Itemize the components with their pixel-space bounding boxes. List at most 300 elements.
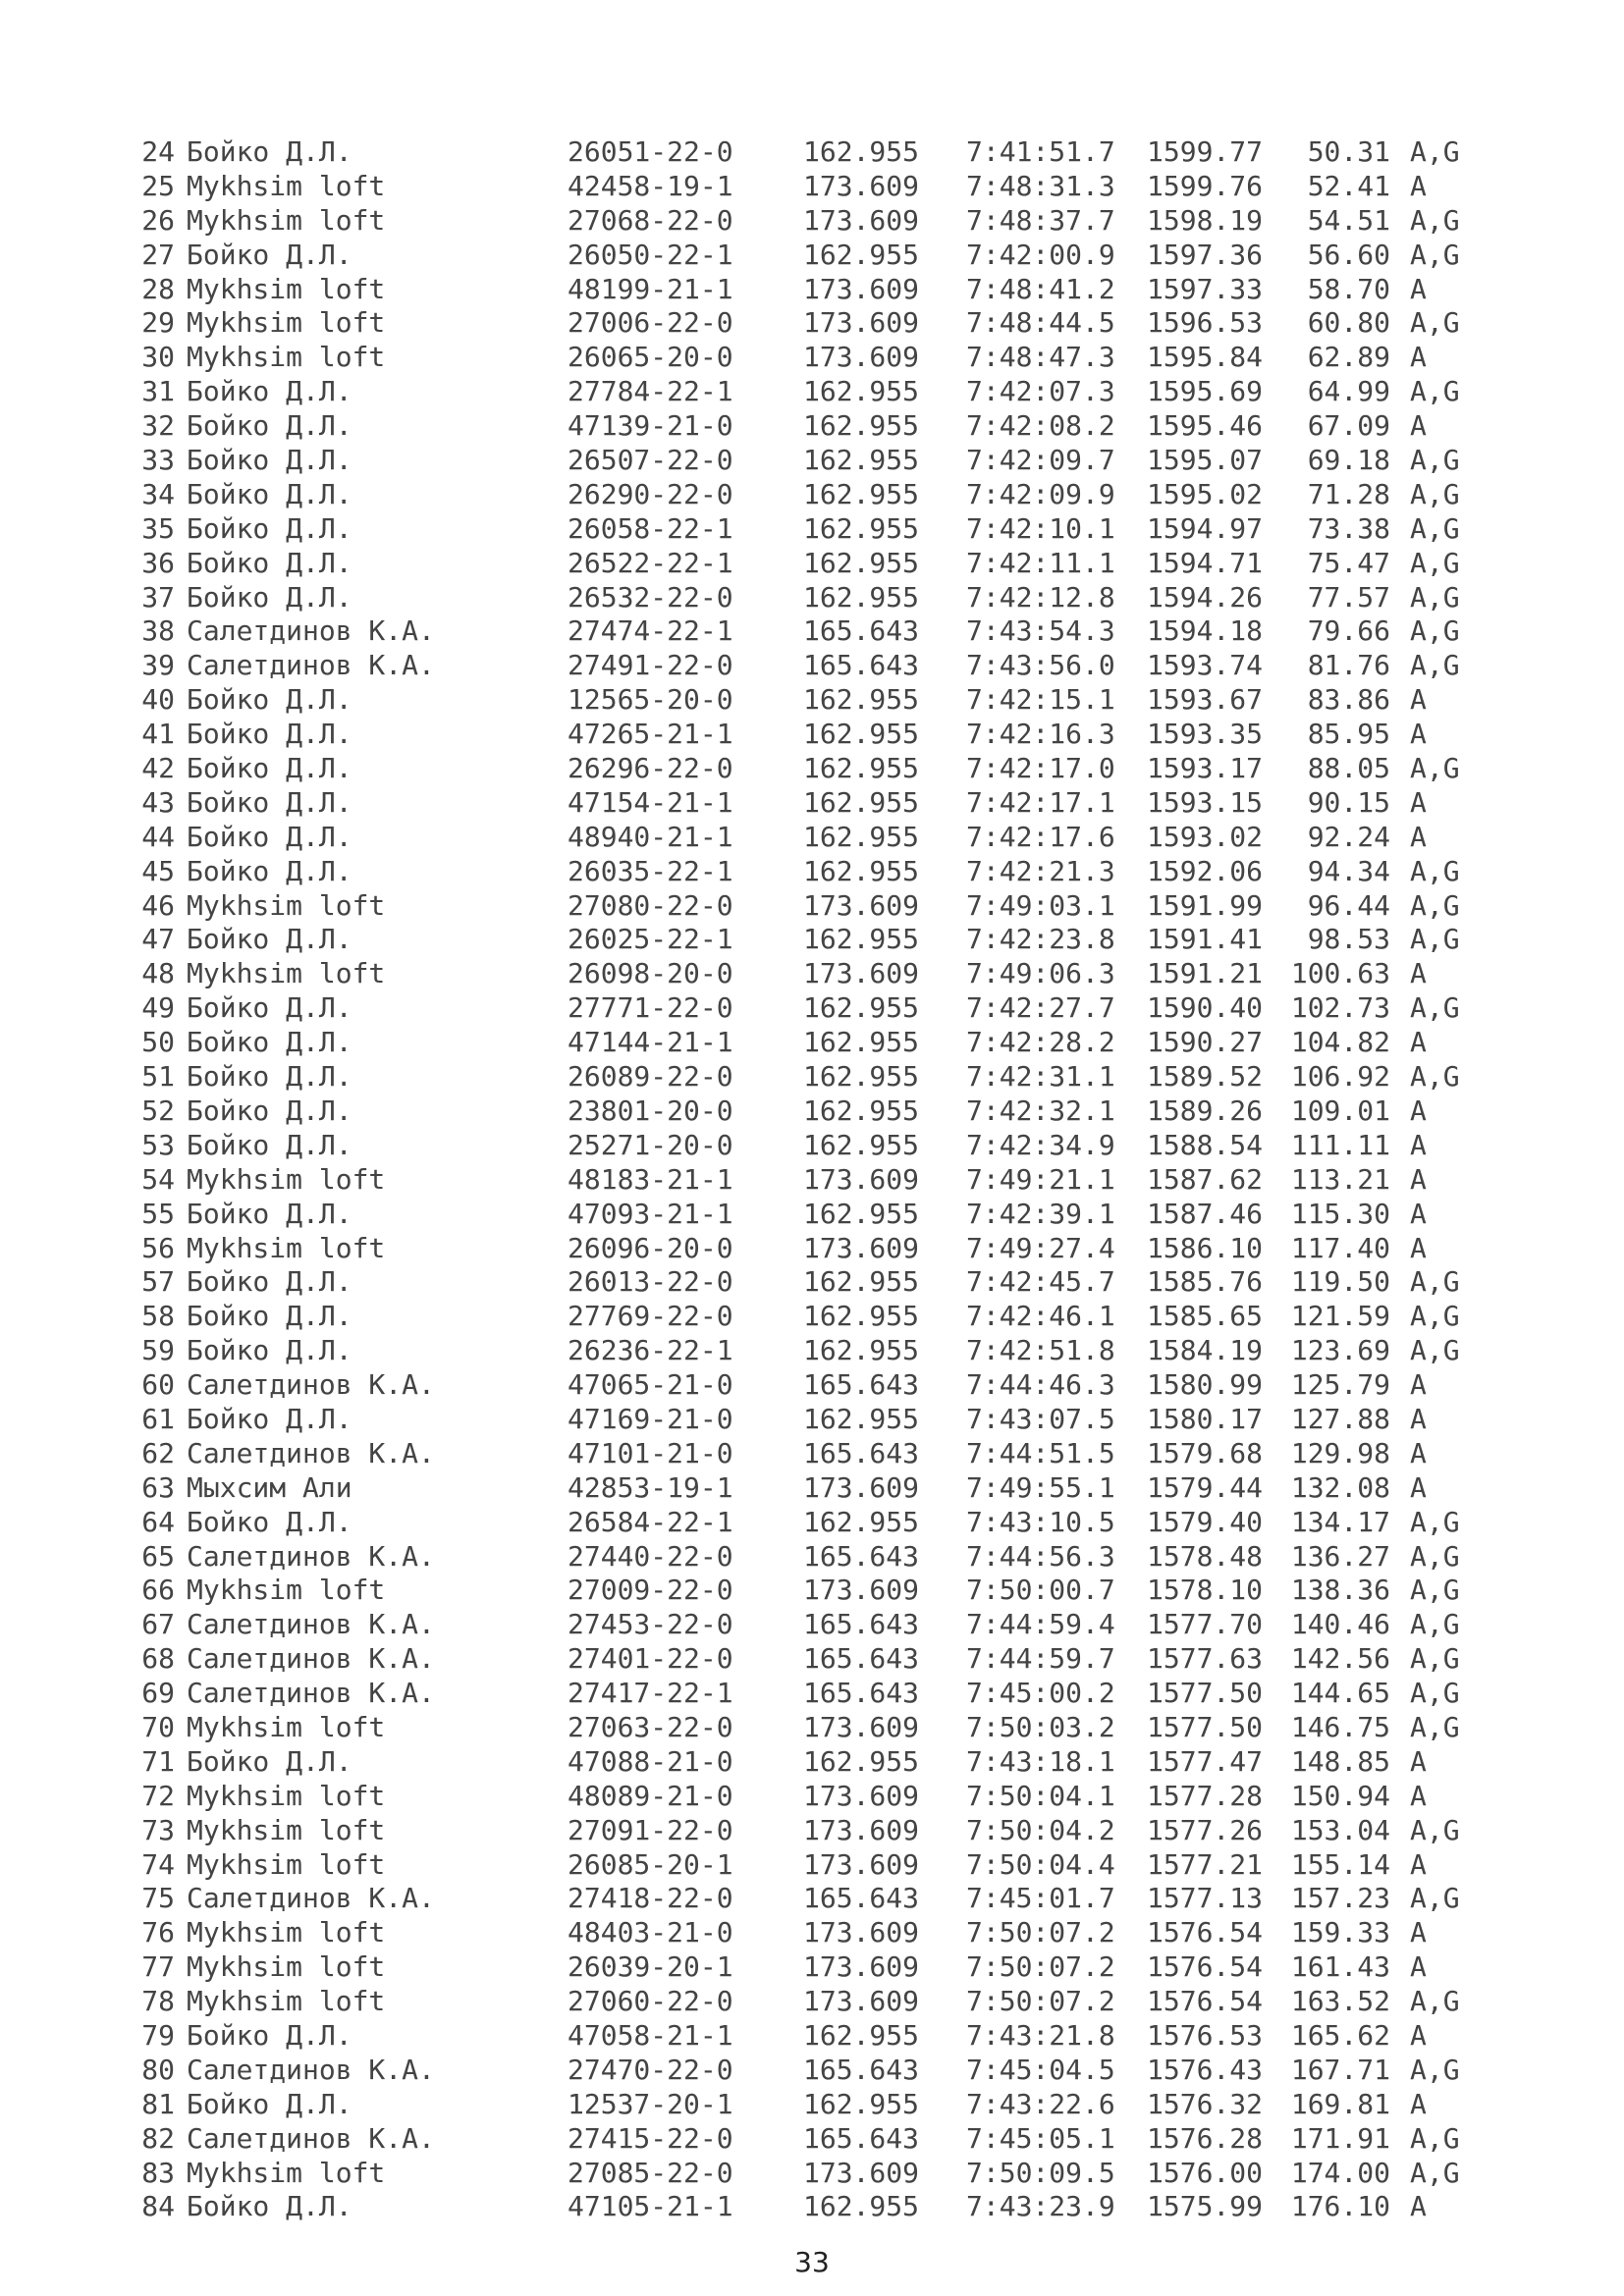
ring-number-cell: 27080-22-0 bbox=[568, 888, 733, 922]
fancier-name-cell: Бойко Д.Л. bbox=[187, 1197, 352, 1230]
points-cell: 60.80 bbox=[1307, 306, 1390, 340]
points-cell: 134.17 bbox=[1290, 1505, 1390, 1538]
speed-cell: 1579.44 bbox=[1147, 1470, 1264, 1504]
table-row bbox=[134, 2190, 1508, 2224]
points-cell: 125.79 bbox=[1290, 1368, 1390, 1402]
ring-number-cell: 48940-21-1 bbox=[568, 820, 733, 853]
arrival-time-cell: 7:42:11.1 bbox=[966, 546, 1115, 579]
ring-number-cell: 26236-22-1 bbox=[568, 1334, 733, 1367]
place-cell: 52 bbox=[141, 1094, 175, 1127]
points-cell: 77.57 bbox=[1307, 580, 1390, 614]
fancier-name-cell: Салетдинов К.А. bbox=[187, 1642, 435, 1676]
flags-cell: A,G bbox=[1410, 991, 1460, 1025]
arrival-time-cell: 7:48:41.2 bbox=[966, 272, 1115, 305]
points-cell: 155.14 bbox=[1290, 1847, 1390, 1881]
place-cell: 74 bbox=[141, 1847, 175, 1881]
arrival-time-cell: 7:42:07.3 bbox=[966, 375, 1115, 408]
distance-cell: 165.643 bbox=[803, 2053, 920, 2086]
points-cell: 102.73 bbox=[1290, 991, 1390, 1025]
flags-cell: A bbox=[1410, 1128, 1427, 1161]
ring-number-cell: 42458-19-1 bbox=[568, 169, 733, 202]
points-cell: 117.40 bbox=[1290, 1231, 1390, 1264]
ring-number-cell: 26290-22-0 bbox=[568, 477, 733, 510]
ring-number-cell: 27091-22-0 bbox=[568, 1813, 733, 1846]
distance-cell: 173.609 bbox=[803, 1574, 920, 1607]
ring-number-cell: 26089-22-0 bbox=[568, 1060, 733, 1094]
fancier-name-cell: Салетдинов К.А. bbox=[187, 649, 435, 682]
distance-cell: 173.609 bbox=[803, 1847, 920, 1881]
distance-cell: 162.955 bbox=[803, 135, 920, 168]
arrival-time-cell: 7:44:59.7 bbox=[966, 1642, 1115, 1676]
place-cell: 38 bbox=[141, 614, 175, 648]
table-row bbox=[134, 1368, 1508, 1403]
speed-cell: 1577.50 bbox=[1147, 1710, 1264, 1743]
arrival-time-cell: 7:42:17.6 bbox=[966, 820, 1115, 853]
arrival-time-cell: 7:48:47.3 bbox=[966, 341, 1115, 374]
distance-cell: 162.955 bbox=[803, 1300, 920, 1333]
flags-cell: A bbox=[1410, 1847, 1427, 1881]
ring-number-cell: 27060-22-0 bbox=[568, 1985, 733, 2018]
arrival-time-cell: 7:50:04.4 bbox=[966, 1847, 1115, 1881]
distance-cell: 162.955 bbox=[803, 923, 920, 956]
fancier-name-cell: Бойко Д.Л. bbox=[187, 1265, 352, 1299]
table-row bbox=[134, 1334, 1508, 1368]
distance-cell: 165.643 bbox=[803, 1882, 920, 1915]
flags-cell: A bbox=[1410, 1402, 1427, 1435]
table-row bbox=[134, 991, 1508, 1026]
points-cell: 157.23 bbox=[1290, 1882, 1390, 1915]
speed-cell: 1593.17 bbox=[1147, 752, 1264, 785]
flags-cell: A,G bbox=[1410, 2053, 1460, 2086]
arrival-time-cell: 7:42:34.9 bbox=[966, 1128, 1115, 1161]
flags-cell: A bbox=[1410, 1197, 1427, 1230]
place-cell: 78 bbox=[141, 1985, 175, 2018]
distance-cell: 162.955 bbox=[803, 991, 920, 1025]
table-row bbox=[134, 957, 1508, 991]
ring-number-cell: 27771-22-0 bbox=[568, 991, 733, 1025]
points-cell: 83.86 bbox=[1307, 683, 1390, 717]
fancier-name-cell: Бойко Д.Л. bbox=[187, 477, 352, 510]
table-row bbox=[134, 923, 1508, 957]
arrival-time-cell: 7:42:45.7 bbox=[966, 1265, 1115, 1299]
distance-cell: 162.955 bbox=[803, 477, 920, 510]
flags-cell: A bbox=[1410, 409, 1427, 443]
speed-cell: 1595.46 bbox=[1147, 409, 1264, 443]
distance-cell: 165.643 bbox=[803, 1642, 920, 1676]
fancier-name-cell: Mykhsim loft bbox=[187, 1916, 386, 1949]
place-cell: 60 bbox=[141, 1368, 175, 1402]
distance-cell: 173.609 bbox=[803, 1231, 920, 1264]
ring-number-cell: 26051-22-0 bbox=[568, 135, 733, 168]
table-row bbox=[134, 170, 1508, 204]
distance-cell: 162.955 bbox=[803, 1744, 920, 1778]
table-row bbox=[134, 718, 1508, 752]
flags-cell: A bbox=[1410, 2190, 1427, 2223]
points-cell: 54.51 bbox=[1307, 203, 1390, 237]
place-cell: 65 bbox=[141, 1539, 175, 1573]
arrival-time-cell: 7:45:04.5 bbox=[966, 2053, 1115, 2086]
arrival-time-cell: 7:44:59.4 bbox=[966, 1608, 1115, 1641]
place-cell: 30 bbox=[141, 341, 175, 374]
distance-cell: 162.955 bbox=[803, 375, 920, 408]
fancier-name-cell: Бойко Д.Л. bbox=[187, 923, 352, 956]
fancier-name-cell: Бойко Д.Л. bbox=[187, 2190, 352, 2223]
place-cell: 63 bbox=[141, 1470, 175, 1504]
fancier-name-cell: Бойко Д.Л. bbox=[187, 580, 352, 614]
place-cell: 71 bbox=[141, 1744, 175, 1778]
speed-cell: 1599.77 bbox=[1147, 135, 1264, 168]
ring-number-cell: 26507-22-0 bbox=[568, 444, 733, 477]
fancier-name-cell: Бойко Д.Л. bbox=[187, 820, 352, 853]
flags-cell: A,G bbox=[1410, 580, 1460, 614]
speed-cell: 1577.63 bbox=[1147, 1642, 1264, 1676]
ring-number-cell: 47265-21-1 bbox=[568, 718, 733, 751]
flags-cell: A bbox=[1410, 1094, 1427, 1127]
ring-number-cell: 48089-21-0 bbox=[568, 1779, 733, 1812]
speed-cell: 1591.41 bbox=[1147, 923, 1264, 956]
arrival-time-cell: 7:48:44.5 bbox=[966, 306, 1115, 340]
fancier-name-cell: Mykhsim loft bbox=[187, 306, 386, 340]
table-row bbox=[134, 1300, 1508, 1334]
points-cell: 62.89 bbox=[1307, 341, 1390, 374]
flags-cell: A bbox=[1410, 1916, 1427, 1949]
ring-number-cell: 27068-22-0 bbox=[568, 203, 733, 237]
distance-cell: 162.955 bbox=[803, 854, 920, 887]
fancier-name-cell: Mykhsim loft bbox=[187, 272, 386, 305]
distance-cell: 162.955 bbox=[803, 683, 920, 717]
fancier-name-cell: Салетдинов К.А. bbox=[187, 1436, 435, 1469]
points-cell: 113.21 bbox=[1290, 1162, 1390, 1196]
distance-cell: 162.955 bbox=[803, 1402, 920, 1435]
fancier-name-cell: Салетдинов К.А. bbox=[187, 1539, 435, 1573]
table-row bbox=[134, 1950, 1508, 1985]
place-cell: 81 bbox=[141, 2087, 175, 2120]
distance-cell: 162.955 bbox=[803, 785, 920, 819]
arrival-time-cell: 7:50:03.2 bbox=[966, 1710, 1115, 1743]
arrival-time-cell: 7:50:07.2 bbox=[966, 1985, 1115, 2018]
table-row bbox=[134, 1780, 1508, 1814]
speed-cell: 1577.47 bbox=[1147, 1744, 1264, 1778]
place-cell: 39 bbox=[141, 649, 175, 682]
speed-cell: 1577.28 bbox=[1147, 1779, 1264, 1812]
points-cell: 127.88 bbox=[1290, 1402, 1390, 1435]
ring-number-cell: 25271-20-0 bbox=[568, 1128, 733, 1161]
place-cell: 55 bbox=[141, 1197, 175, 1230]
arrival-time-cell: 7:42:17.1 bbox=[966, 785, 1115, 819]
points-cell: 163.52 bbox=[1290, 1985, 1390, 2018]
distance-cell: 162.955 bbox=[803, 546, 920, 579]
arrival-time-cell: 7:50:07.2 bbox=[966, 1916, 1115, 1949]
table-row bbox=[134, 1642, 1508, 1677]
table-row bbox=[134, 1403, 1508, 1437]
speed-cell: 1576.28 bbox=[1147, 2121, 1264, 2155]
place-cell: 34 bbox=[141, 477, 175, 510]
table-row bbox=[134, 752, 1508, 786]
ring-number-cell: 26039-20-1 bbox=[568, 1950, 733, 1984]
points-cell: 73.38 bbox=[1307, 511, 1390, 545]
place-cell: 31 bbox=[141, 375, 175, 408]
arrival-time-cell: 7:42:15.1 bbox=[966, 683, 1115, 717]
place-cell: 64 bbox=[141, 1505, 175, 1538]
speed-cell: 1592.06 bbox=[1147, 854, 1264, 887]
place-cell: 75 bbox=[141, 1882, 175, 1915]
points-cell: 174.00 bbox=[1290, 2156, 1390, 2189]
arrival-time-cell: 7:50:00.7 bbox=[966, 1574, 1115, 1607]
arrival-time-cell: 7:49:21.1 bbox=[966, 1162, 1115, 1196]
points-cell: 85.95 bbox=[1307, 718, 1390, 751]
flags-cell: A,G bbox=[1410, 546, 1460, 579]
fancier-name-cell: Mykhsim loft bbox=[187, 1813, 386, 1846]
arrival-time-cell: 7:42:31.1 bbox=[966, 1060, 1115, 1094]
points-cell: 58.70 bbox=[1307, 272, 1390, 305]
place-cell: 27 bbox=[141, 238, 175, 271]
fancier-name-cell: Бойко Д.Л. bbox=[187, 444, 352, 477]
speed-cell: 1591.21 bbox=[1147, 957, 1264, 990]
distance-cell: 162.955 bbox=[803, 752, 920, 785]
distance-cell: 162.955 bbox=[803, 511, 920, 545]
speed-cell: 1595.84 bbox=[1147, 341, 1264, 374]
ring-number-cell: 26050-22-1 bbox=[568, 238, 733, 271]
place-cell: 61 bbox=[141, 1402, 175, 1435]
table-row bbox=[134, 273, 1508, 307]
speed-cell: 1593.35 bbox=[1147, 718, 1264, 751]
speed-cell: 1578.48 bbox=[1147, 1539, 1264, 1573]
points-cell: 171.91 bbox=[1290, 2121, 1390, 2155]
points-cell: 176.10 bbox=[1290, 2190, 1390, 2223]
speed-cell: 1593.74 bbox=[1147, 649, 1264, 682]
table-row bbox=[134, 2054, 1508, 2088]
fancier-name-cell: Mykhsim loft bbox=[187, 341, 386, 374]
ring-number-cell: 27415-22-0 bbox=[568, 2121, 733, 2155]
arrival-time-cell: 7:50:04.1 bbox=[966, 1779, 1115, 1812]
place-cell: 44 bbox=[141, 820, 175, 853]
points-cell: 129.98 bbox=[1290, 1436, 1390, 1469]
place-cell: 25 bbox=[141, 169, 175, 202]
fancier-name-cell: Бойко Д.Л. bbox=[187, 1300, 352, 1333]
speed-cell: 1594.26 bbox=[1147, 580, 1264, 614]
table-row bbox=[134, 1232, 1508, 1266]
flags-cell: A bbox=[1410, 1162, 1427, 1196]
fancier-name-cell: Mykhsim loft bbox=[187, 203, 386, 237]
fancier-name-cell: Mykhsim loft bbox=[187, 2156, 386, 2189]
table-row bbox=[134, 1540, 1508, 1575]
arrival-time-cell: 7:42:51.8 bbox=[966, 1334, 1115, 1367]
place-cell: 26 bbox=[141, 203, 175, 237]
points-cell: 50.31 bbox=[1307, 135, 1390, 168]
place-cell: 24 bbox=[141, 135, 175, 168]
table-row bbox=[134, 135, 1508, 170]
place-cell: 70 bbox=[141, 1710, 175, 1743]
flags-cell: A,G bbox=[1410, 375, 1460, 408]
flags-cell: A bbox=[1410, 1026, 1427, 1059]
speed-cell: 1579.40 bbox=[1147, 1505, 1264, 1538]
flags-cell: A,G bbox=[1410, 203, 1460, 237]
distance-cell: 162.955 bbox=[803, 238, 920, 271]
table-row bbox=[134, 341, 1508, 375]
fancier-name-cell: Бойко Д.Л. bbox=[187, 854, 352, 887]
table-row bbox=[134, 444, 1508, 478]
distance-cell: 173.609 bbox=[803, 1779, 920, 1812]
arrival-time-cell: 7:45:00.2 bbox=[966, 1677, 1115, 1710]
arrival-time-cell: 7:42:27.7 bbox=[966, 991, 1115, 1025]
ring-number-cell: 27769-22-0 bbox=[568, 1300, 733, 1333]
place-cell: 68 bbox=[141, 1642, 175, 1676]
fancier-name-cell: Бойко Д.Л. bbox=[187, 1026, 352, 1059]
flags-cell: A bbox=[1410, 1368, 1427, 1402]
arrival-time-cell: 7:49:03.1 bbox=[966, 888, 1115, 922]
points-cell: 136.27 bbox=[1290, 1539, 1390, 1573]
arrival-time-cell: 7:43:56.0 bbox=[966, 649, 1115, 682]
speed-cell: 1595.02 bbox=[1147, 477, 1264, 510]
fancier-name-cell: Бойко Д.Л. bbox=[187, 409, 352, 443]
table-row bbox=[134, 306, 1508, 341]
arrival-time-cell: 7:50:04.2 bbox=[966, 1813, 1115, 1846]
points-cell: 56.60 bbox=[1307, 238, 1390, 271]
table-row bbox=[134, 1437, 1508, 1471]
fancier-name-cell: Бойко Д.Л. bbox=[187, 752, 352, 785]
distance-cell: 165.643 bbox=[803, 1608, 920, 1641]
arrival-time-cell: 7:42:09.7 bbox=[966, 444, 1115, 477]
fancier-name-cell: Mykhsim loft bbox=[187, 1950, 386, 1984]
speed-cell: 1575.99 bbox=[1147, 2190, 1264, 2223]
fancier-name-cell: Салетдинов К.А. bbox=[187, 2053, 435, 2086]
speed-cell: 1579.68 bbox=[1147, 1436, 1264, 1469]
table-row bbox=[134, 512, 1508, 547]
points-cell: 92.24 bbox=[1307, 820, 1390, 853]
table-row bbox=[134, 239, 1508, 273]
points-cell: 69.18 bbox=[1307, 444, 1390, 477]
place-cell: 37 bbox=[141, 580, 175, 614]
fancier-name-cell: Салетдинов К.А. bbox=[187, 2121, 435, 2155]
place-cell: 57 bbox=[141, 1265, 175, 1299]
ring-number-cell: 26035-22-1 bbox=[568, 854, 733, 887]
table-row bbox=[134, 889, 1508, 924]
place-cell: 49 bbox=[141, 991, 175, 1025]
place-cell: 69 bbox=[141, 1677, 175, 1710]
speed-cell: 1576.54 bbox=[1147, 1950, 1264, 1984]
place-cell: 33 bbox=[141, 444, 175, 477]
ring-number-cell: 27470-22-0 bbox=[568, 2053, 733, 2086]
fancier-name-cell: Бойко Д.Л. bbox=[187, 511, 352, 545]
points-cell: 132.08 bbox=[1290, 1470, 1390, 1504]
distance-cell: 165.643 bbox=[803, 2121, 920, 2155]
flags-cell: A bbox=[1410, 1436, 1427, 1469]
distance-cell: 173.609 bbox=[803, 1470, 920, 1504]
arrival-time-cell: 7:43:22.6 bbox=[966, 2087, 1115, 2120]
flags-cell: A bbox=[1410, 169, 1427, 202]
ring-number-cell: 12565-20-0 bbox=[568, 683, 733, 717]
arrival-time-cell: 7:42:28.2 bbox=[966, 1026, 1115, 1059]
speed-cell: 1577.50 bbox=[1147, 1677, 1264, 1710]
arrival-time-cell: 7:49:06.3 bbox=[966, 957, 1115, 990]
arrival-time-cell: 7:43:23.9 bbox=[966, 2190, 1115, 2223]
speed-cell: 1590.27 bbox=[1147, 1026, 1264, 1059]
table-row bbox=[134, 1814, 1508, 1848]
flags-cell: A,G bbox=[1410, 135, 1460, 168]
ring-number-cell: 27418-22-0 bbox=[568, 1882, 733, 1915]
results-table bbox=[134, 135, 1508, 2224]
table-row bbox=[134, 1129, 1508, 1163]
table-row bbox=[134, 1163, 1508, 1198]
distance-cell: 173.609 bbox=[803, 957, 920, 990]
speed-cell: 1593.02 bbox=[1147, 820, 1264, 853]
place-cell: 76 bbox=[141, 1916, 175, 1949]
fancier-name-cell: Мыхсим Али bbox=[187, 1470, 352, 1504]
points-cell: 115.30 bbox=[1290, 1197, 1390, 1230]
place-cell: 29 bbox=[141, 306, 175, 340]
place-cell: 56 bbox=[141, 1231, 175, 1264]
distance-cell: 162.955 bbox=[803, 409, 920, 443]
flags-cell: A bbox=[1410, 1470, 1427, 1504]
table-row bbox=[134, 1882, 1508, 1916]
speed-cell: 1588.54 bbox=[1147, 1128, 1264, 1161]
place-cell: 77 bbox=[141, 1950, 175, 1984]
speed-cell: 1597.36 bbox=[1147, 238, 1264, 271]
fancier-name-cell: Бойко Д.Л. bbox=[187, 683, 352, 717]
speed-cell: 1580.17 bbox=[1147, 1402, 1264, 1435]
place-cell: 58 bbox=[141, 1300, 175, 1333]
ring-number-cell: 47139-21-0 bbox=[568, 409, 733, 443]
distance-cell: 162.955 bbox=[803, 2087, 920, 2120]
place-cell: 84 bbox=[141, 2190, 175, 2223]
table-row bbox=[134, 375, 1508, 409]
table-row bbox=[134, 1574, 1508, 1608]
arrival-time-cell: 7:50:09.5 bbox=[966, 2156, 1115, 2189]
points-cell: 75.47 bbox=[1307, 546, 1390, 579]
arrival-time-cell: 7:44:51.5 bbox=[966, 1436, 1115, 1469]
arrival-time-cell: 7:44:56.3 bbox=[966, 1539, 1115, 1573]
points-cell: 150.94 bbox=[1290, 1779, 1390, 1812]
arrival-time-cell: 7:42:39.1 bbox=[966, 1197, 1115, 1230]
arrival-time-cell: 7:42:32.1 bbox=[966, 1094, 1115, 1127]
points-cell: 167.71 bbox=[1290, 2053, 1390, 2086]
flags-cell: A,G bbox=[1410, 238, 1460, 271]
table-row bbox=[134, 204, 1508, 239]
flags-cell: A bbox=[1410, 957, 1427, 990]
points-cell: 144.65 bbox=[1290, 1677, 1390, 1710]
fancier-name-cell: Бойко Д.Л. bbox=[187, 991, 352, 1025]
points-cell: 90.15 bbox=[1307, 785, 1390, 819]
distance-cell: 162.955 bbox=[803, 1197, 920, 1230]
place-cell: 32 bbox=[141, 409, 175, 443]
flags-cell: A,G bbox=[1410, 1882, 1460, 1915]
points-cell: 64.99 bbox=[1307, 375, 1390, 408]
distance-cell: 173.609 bbox=[803, 1813, 920, 1846]
flags-cell: A,G bbox=[1410, 1574, 1460, 1607]
flags-cell: A bbox=[1410, 1950, 1427, 1984]
fancier-name-cell: Бойко Д.Л. bbox=[187, 2018, 352, 2052]
fancier-name-cell: Mykhsim loft bbox=[187, 1710, 386, 1743]
place-cell: 40 bbox=[141, 683, 175, 717]
speed-cell: 1576.32 bbox=[1147, 2087, 1264, 2120]
flags-cell: A bbox=[1410, 785, 1427, 819]
points-cell: 52.41 bbox=[1307, 169, 1390, 202]
flags-cell: A,G bbox=[1410, 1265, 1460, 1299]
flags-cell: A bbox=[1410, 718, 1427, 751]
place-cell: 41 bbox=[141, 718, 175, 751]
place-cell: 83 bbox=[141, 2156, 175, 2189]
flags-cell: A,G bbox=[1410, 1505, 1460, 1538]
table-row bbox=[134, 409, 1508, 444]
place-cell: 72 bbox=[141, 1779, 175, 1812]
points-cell: 123.69 bbox=[1290, 1334, 1390, 1367]
distance-cell: 162.955 bbox=[803, 2018, 920, 2052]
ring-number-cell: 27784-22-1 bbox=[568, 375, 733, 408]
ring-number-cell: 47093-21-1 bbox=[568, 1197, 733, 1230]
speed-cell: 1587.46 bbox=[1147, 1197, 1264, 1230]
table-row bbox=[134, 547, 1508, 581]
distance-cell: 165.643 bbox=[803, 1368, 920, 1402]
